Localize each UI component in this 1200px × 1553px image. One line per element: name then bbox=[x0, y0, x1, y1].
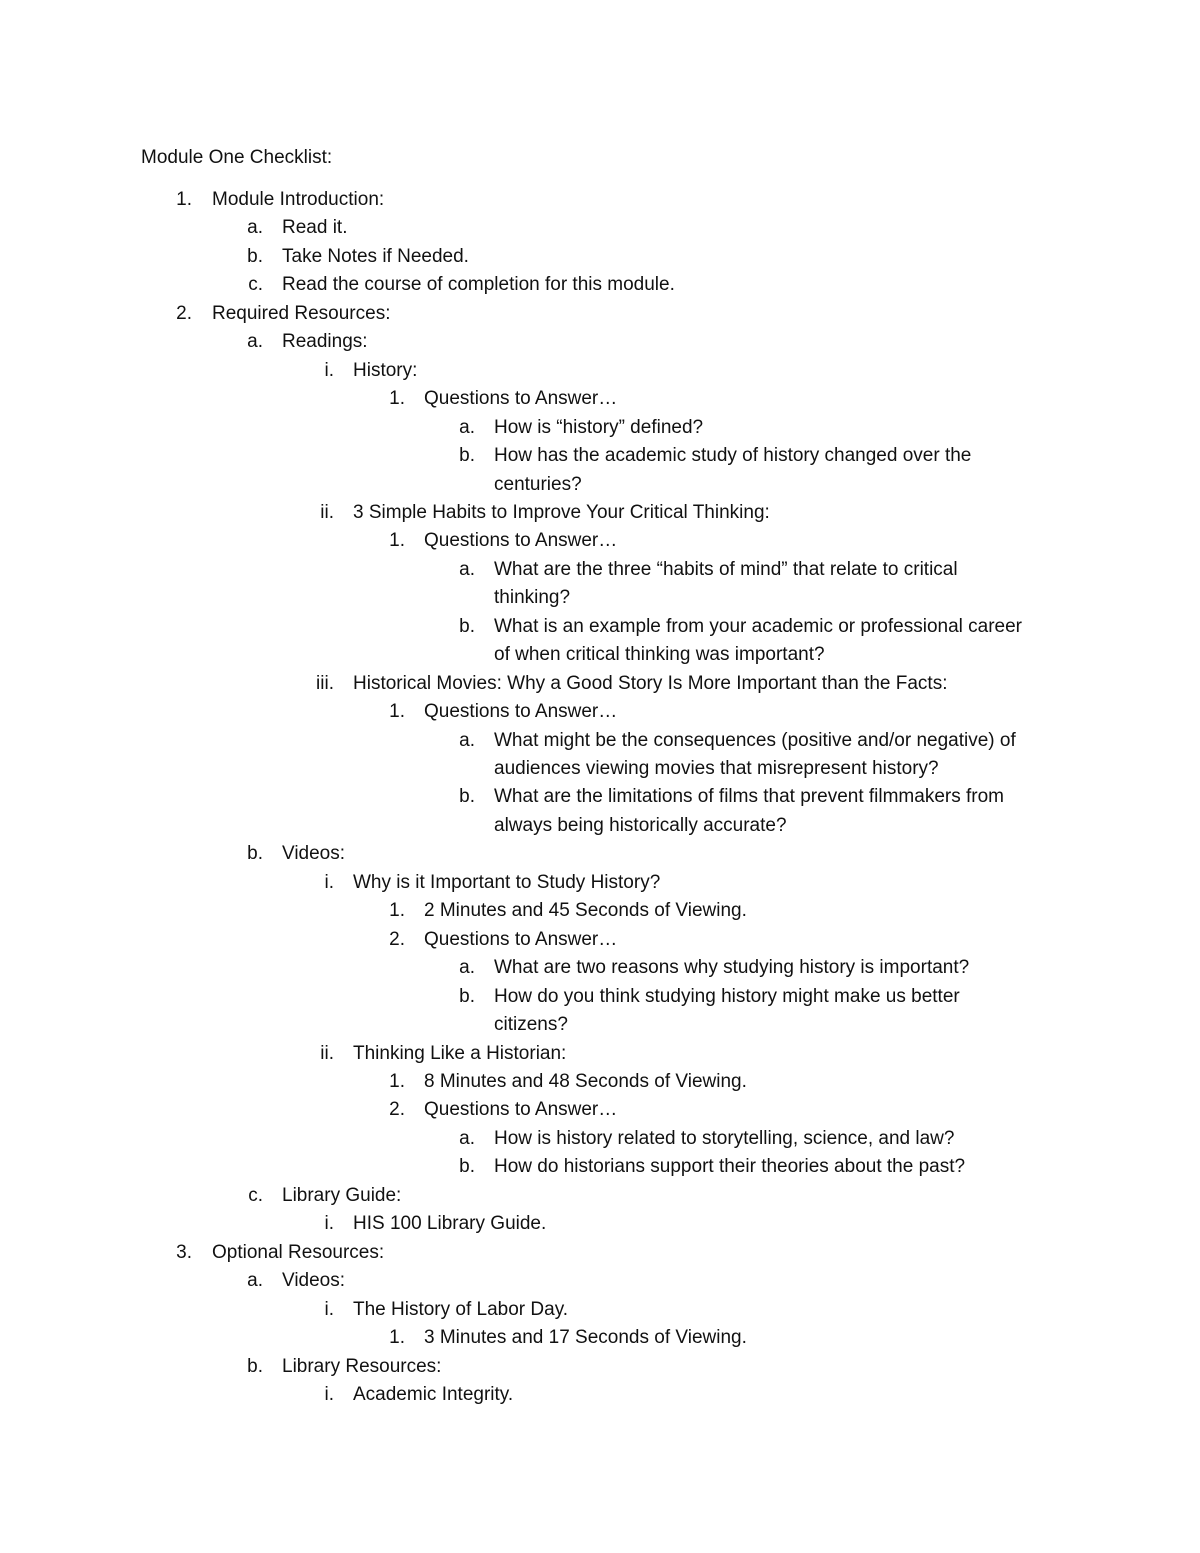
list-item-text: centuries? bbox=[494, 473, 582, 495]
list-item-text: audiences viewing movies that misrepresent history? bbox=[494, 758, 939, 779]
list-marker: 2. bbox=[176, 302, 192, 324]
list-item-text: How has the academic study of history changed over the bbox=[494, 445, 972, 467]
list-item-text: How is “history” defined? bbox=[494, 416, 704, 438]
list-item-text: Questions to Answer… bbox=[424, 928, 618, 950]
list-item-text: What is an example from your academic or professional career bbox=[494, 615, 1023, 637]
list-marker: b. bbox=[459, 1156, 475, 1178]
list-item-text: Module Introduction: bbox=[212, 189, 385, 210]
list-item-text: Take Notes if Needed. bbox=[282, 245, 469, 267]
list-marker: a. bbox=[459, 957, 475, 979]
list-marker: 1. bbox=[176, 189, 192, 210]
list-item-text: Read it. bbox=[282, 217, 348, 239]
list-marker: i. bbox=[324, 1298, 334, 1320]
list-item-text: HIS 100 Library Guide. bbox=[353, 1213, 547, 1235]
list-marker: ii. bbox=[320, 1042, 334, 1064]
list-item-text: 3 Minutes and 17 Seconds of Viewing. bbox=[424, 1327, 747, 1348]
list-item-text: Readings: bbox=[282, 331, 368, 353]
list-item-text: 3 Simple Habits to Improve Your Critical Thinking: bbox=[353, 501, 770, 523]
list-marker: 2. bbox=[389, 928, 405, 950]
list-marker: c. bbox=[248, 1184, 263, 1206]
list-marker: 2. bbox=[389, 1099, 405, 1121]
list-item-text: always being historically accurate? bbox=[494, 814, 787, 836]
list-item-text: How do you think studying history might make us better bbox=[494, 985, 960, 1007]
list-marker: a. bbox=[459, 558, 475, 580]
list-item-text: Videos: bbox=[282, 843, 346, 865]
list-marker: 1. bbox=[389, 900, 405, 922]
list-marker: a. bbox=[459, 1127, 475, 1149]
list-marker: 1. bbox=[389, 1070, 405, 1092]
list-marker: 3. bbox=[176, 1241, 192, 1263]
list-item-text: Library Resources: bbox=[282, 1355, 442, 1377]
list-item-text: Optional Resources: bbox=[212, 1241, 385, 1263]
list-marker: 1. bbox=[389, 701, 405, 723]
list-marker: 1. bbox=[389, 530, 405, 552]
list-marker: i. bbox=[324, 871, 334, 893]
list-item-text: Required Resources: bbox=[212, 302, 391, 324]
list-marker: a. bbox=[247, 331, 263, 353]
list-marker: a. bbox=[459, 416, 475, 438]
list-marker: b. bbox=[459, 615, 475, 637]
list-item-text: What are the three “habits of mind” that relate to critical bbox=[494, 558, 958, 580]
list-item-text: 8 Minutes and 48 Seconds of Viewing. bbox=[424, 1070, 747, 1092]
list-item-text: The History of Labor Day. bbox=[353, 1298, 569, 1320]
list-item-text: How is history related to storytelling, science, and law? bbox=[494, 1127, 955, 1149]
list-item-text: of when critical thinking was important? bbox=[494, 644, 825, 666]
list-item-text: Thinking Like a Historian: bbox=[353, 1042, 567, 1064]
list-marker: a. bbox=[247, 217, 263, 239]
document-title: Module One Checklist: bbox=[141, 147, 333, 168]
list-marker: ii. bbox=[320, 501, 334, 523]
list-item-text: Questions to Answer… bbox=[424, 701, 618, 723]
list-marker: i. bbox=[324, 359, 334, 381]
list-item-text: Read the course of completion for this module. bbox=[282, 274, 675, 296]
list-marker: iii. bbox=[316, 672, 334, 694]
list-item-text: Library Guide: bbox=[282, 1184, 402, 1206]
list-item-text: How do historians support their theories about the past? bbox=[494, 1156, 966, 1178]
list-marker: b. bbox=[459, 985, 475, 1007]
list-marker: 1. bbox=[389, 388, 405, 410]
list-item-text: Questions to Answer… bbox=[424, 530, 618, 552]
list-marker: a. bbox=[247, 1270, 263, 1292]
list-marker: b. bbox=[459, 786, 475, 808]
list-item-text: Why is it Important to Study History? bbox=[353, 871, 661, 893]
list-marker: i. bbox=[324, 1213, 334, 1235]
list-item-text: What are two reasons why studying history is important? bbox=[494, 957, 970, 979]
list-marker: a. bbox=[459, 729, 475, 751]
list-marker: b. bbox=[247, 843, 263, 865]
list-marker: c. bbox=[248, 274, 263, 296]
list-item-text: 2 Minutes and 45 Seconds of Viewing. bbox=[424, 900, 747, 922]
list-item-text: History: bbox=[353, 359, 418, 381]
list-marker: b. bbox=[459, 445, 475, 467]
list-marker: i. bbox=[324, 1383, 334, 1405]
list-item-text: Questions to Answer… bbox=[424, 388, 618, 410]
list-item-text: citizens? bbox=[494, 1014, 568, 1035]
list-item-text: Questions to Answer… bbox=[424, 1099, 618, 1121]
list-item-text: Videos: bbox=[282, 1270, 346, 1292]
list-item-text: What might be the consequences (positive and/or negative) of bbox=[494, 729, 1016, 751]
list-marker: b. bbox=[247, 1355, 263, 1377]
list-item-text: Academic Integrity. bbox=[353, 1383, 514, 1405]
list-item-text: thinking? bbox=[494, 587, 571, 609]
list-item-text: What are the limitations of films that prevent filmmakers from bbox=[494, 786, 1004, 808]
list-item-text: Historical Movies: Why a Good Story Is More Important than the Facts: bbox=[353, 672, 948, 694]
list-marker: 1. bbox=[389, 1327, 405, 1348]
list-marker: b. bbox=[247, 245, 263, 267]
